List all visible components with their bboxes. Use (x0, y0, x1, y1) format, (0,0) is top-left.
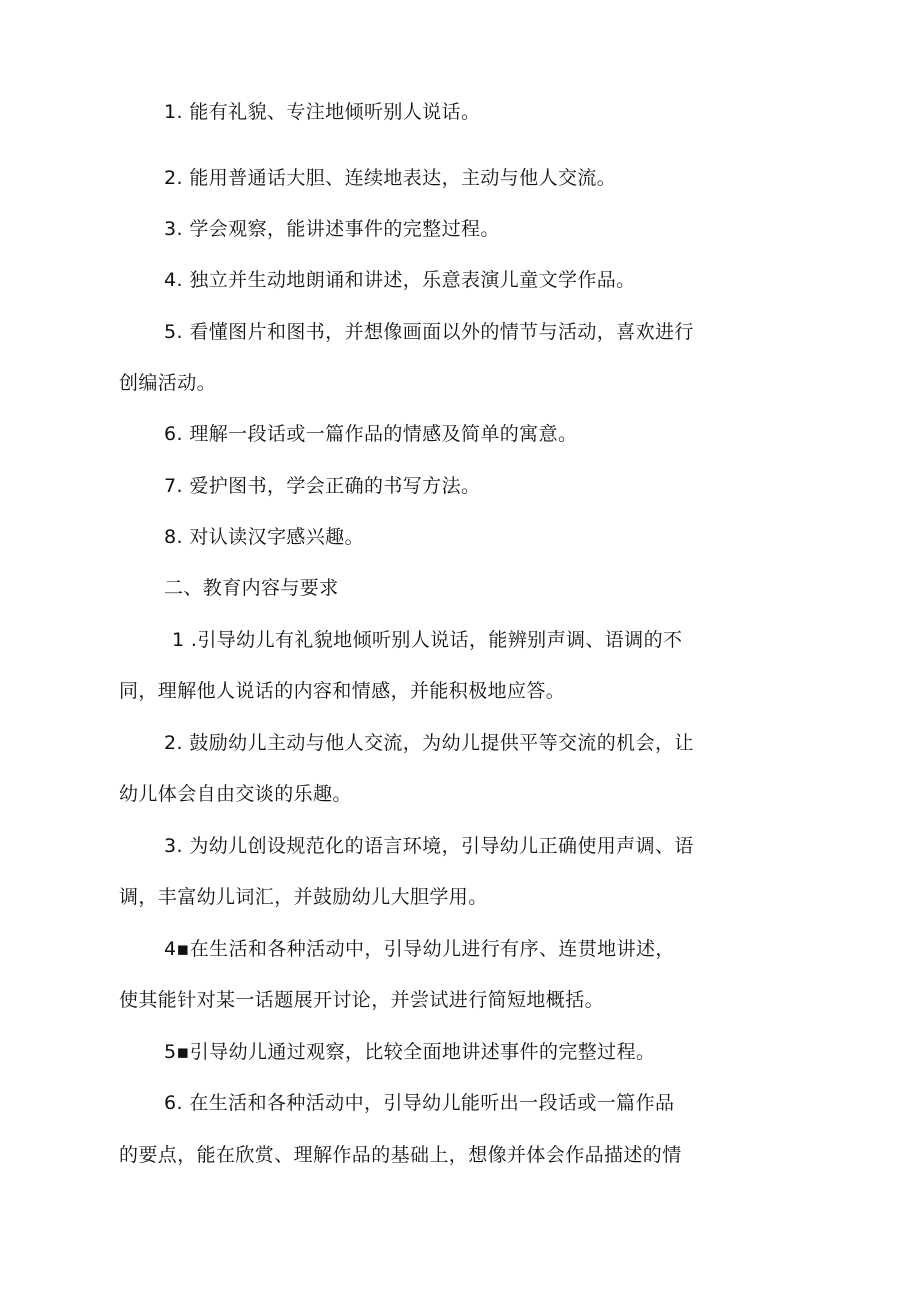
requirement-line-3-continued: 调，丰富幼儿词汇，并鼓励幼儿大胆学用。 (119, 886, 488, 908)
goal-line-7: 7. 爱护图书，学会正确的书写方法。 (164, 475, 481, 497)
goal-line-3: 3. 学会观察，能讲述事件的完整过程。 (164, 218, 500, 240)
goal-line-5-continued: 创编活动。 (119, 372, 217, 394)
requirement-line-5: 5▪引导幼儿通过观察，比较全面地讲述事件的完整过程。 (164, 1041, 656, 1063)
goal-line-4: 4. 独立并生动地朗诵和讲述，乐意表演儿童文学作品。 (164, 269, 636, 291)
requirement-line-1: 1 .引导幼儿有礼貌地倾听别人说话，能辨别声调、语调的不 (172, 629, 683, 651)
requirement-line-1-continued: 同，理解他人说话的内容和情感，并能积极地应答。 (119, 680, 566, 702)
goal-line-8: 8. 对认读汉字感兴趣。 (164, 526, 364, 548)
requirement-line-4: 4▪在生活和各种活动中，引导幼儿进行有序、连贯地讲述， (164, 938, 675, 960)
requirement-line-3: 3. 为幼儿创设规范化的语言环境，引导幼儿正确使用声调、语 (164, 835, 694, 857)
requirement-line-4-continued: 使其能针对某一话题展开讨论，并尝试进行简短地概括。 (119, 989, 605, 1011)
goal-line-1: 1. 能有礼貌、专注地倾听别人说话。 (164, 101, 481, 123)
goal-line-6: 6. 理解一段话或一篇作品的情感及简单的寓意。 (164, 423, 578, 445)
requirement-line-2-continued: 幼儿体会自由交谈的乐趣。 (119, 783, 352, 805)
goal-line-2: 2. 能用普通话大胆、连续地表达，主动与他人交流。 (164, 167, 617, 189)
section-heading: 二、教育内容与要求 (164, 577, 339, 599)
requirement-line-6: 6. 在生活和各种活动中，引导幼儿能听出一段话或一篇作品 (164, 1092, 675, 1114)
requirement-line-6-continued: 的要点，能在欣赏、理解作品的基础上，想像并体会作品描述的情 (119, 1144, 682, 1166)
requirement-line-2: 2. 鼓励幼儿主动与他人交流，为幼儿提供平等交流的机会，让 (164, 732, 694, 754)
goal-line-5: 5. 看懂图片和图书，并想像画面以外的情节与活动，喜欢进行 (164, 321, 694, 343)
